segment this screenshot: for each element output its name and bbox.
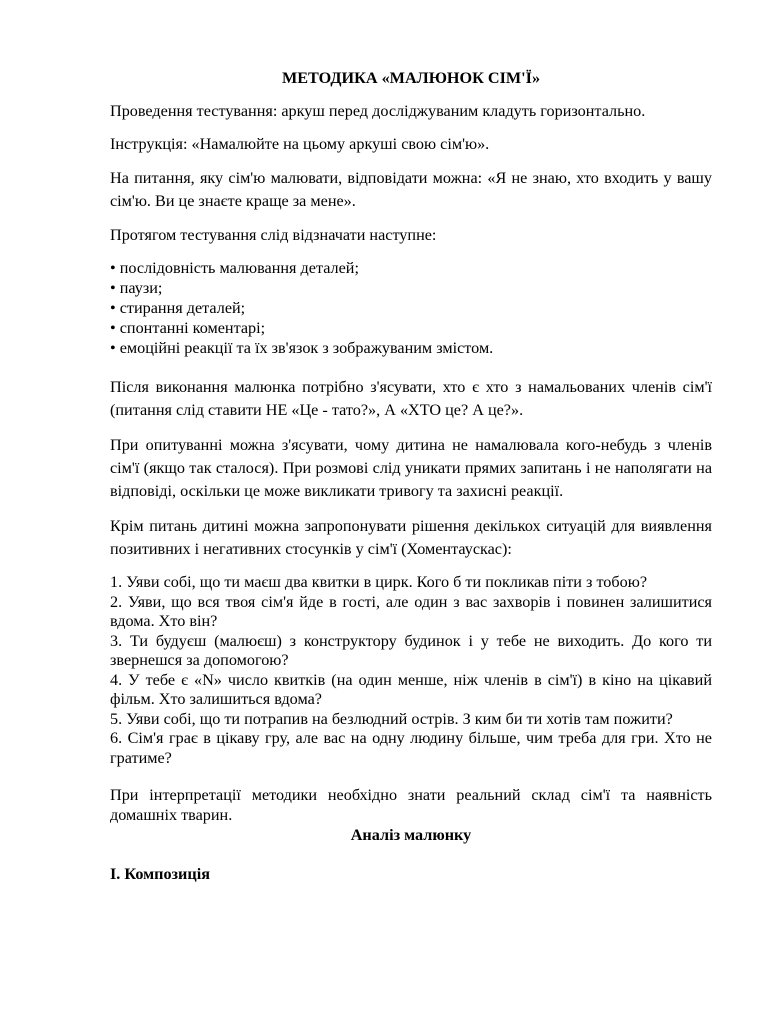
paragraph-answer: На питання, яку сім'ю малювати, відповідати можна: «Я не знаю, хто входить у вашу сім'ю. Ви це знаєте краще за мене». xyxy=(110,169,712,210)
paragraph-after-drawing: Після виконання малюнка потрібно з'ясувати, хто є хто з намальованих членів сім'ї (питання слід ставити НЕ «Це - тато?», А «ХТО це? А це?». xyxy=(110,378,712,419)
intro-block xyxy=(110,101,712,246)
paragraph-observe: Протягом тестування слід відзначати наступне: xyxy=(110,226,437,244)
list-item: • послідовність малювання деталей; xyxy=(110,258,712,278)
list-item: 2. Уяви, що вся твоя сім'я йде в гості, але один з вас захворів і повинен залишитися вдома. Хто він? xyxy=(110,592,712,630)
paragraph-interview: При опитуванні можна з'ясувати, чому дитина не намалювала кого-небудь з членів сім'ї (якщо так сталося). При розмові слід уникати прямих запитань і не наполягати на відповіді, оскільки це може викликати тривогу та захисні реакції. xyxy=(110,436,712,500)
document-title: МЕТОДИКА «МАЛЮНОК СІМ'Ї» xyxy=(281,69,541,87)
list-item: • паузи; xyxy=(110,278,712,298)
list-item: 1. Уяви собі, що ти маєш два квитки в цирк. Кого б ти покликав піти з тобою? xyxy=(110,573,648,591)
document-page xyxy=(110,68,712,885)
list-item: 5. Уяви собі, що ти потрапив на безлюдний острів. З ким би ти хотів там пожити? xyxy=(110,709,673,728)
list-item: • спонтанні коментарі; xyxy=(110,318,712,338)
question-list xyxy=(110,573,712,768)
section-heading-analysis: Аналіз малюнку xyxy=(350,826,472,844)
observation-list xyxy=(110,258,712,358)
paragraph-interpretation: При інтерпретації методики необхідно знати реальний склад сім'ї та наявність домашніх тварин. xyxy=(110,786,712,824)
list-item: 6. Сім'я грає в цікаву гру, але вас на одну людину більше, чим треба для гри. Хто не гратиме? xyxy=(110,729,712,767)
paragraph-situations: Крім питань дитині можна запропонувати рішення декількох ситуацій для виявлення позитивних і негативних стосунків у сім'ї (Хоментаускас): xyxy=(110,517,712,558)
paragraph-procedure: Проведення тестування: аркуш перед досліджуваним кладуть горизонтально. xyxy=(110,102,646,120)
list-item: 3. Ти будуєш (малюєш) з конструктору будинок і у тебе не виходить. До кого ти звернешся за допомогою? xyxy=(110,631,712,669)
list-item: 4. У тебе є «N» число квитків (на один менше, ніж членів в сім'ї) в кіно на цікавий фільм. Хто залишиться вдома? xyxy=(110,670,712,708)
list-item: • емоційні реакції та їх зв'язок з зображуваним змістом. xyxy=(110,338,712,358)
list-item: • стирання деталей; xyxy=(110,298,712,318)
section-heading-composition: І. Композиція xyxy=(110,865,210,883)
paragraph-instruction: Інструкція: «Намалюйте на цьому аркуші свою сім'ю». xyxy=(110,135,490,153)
